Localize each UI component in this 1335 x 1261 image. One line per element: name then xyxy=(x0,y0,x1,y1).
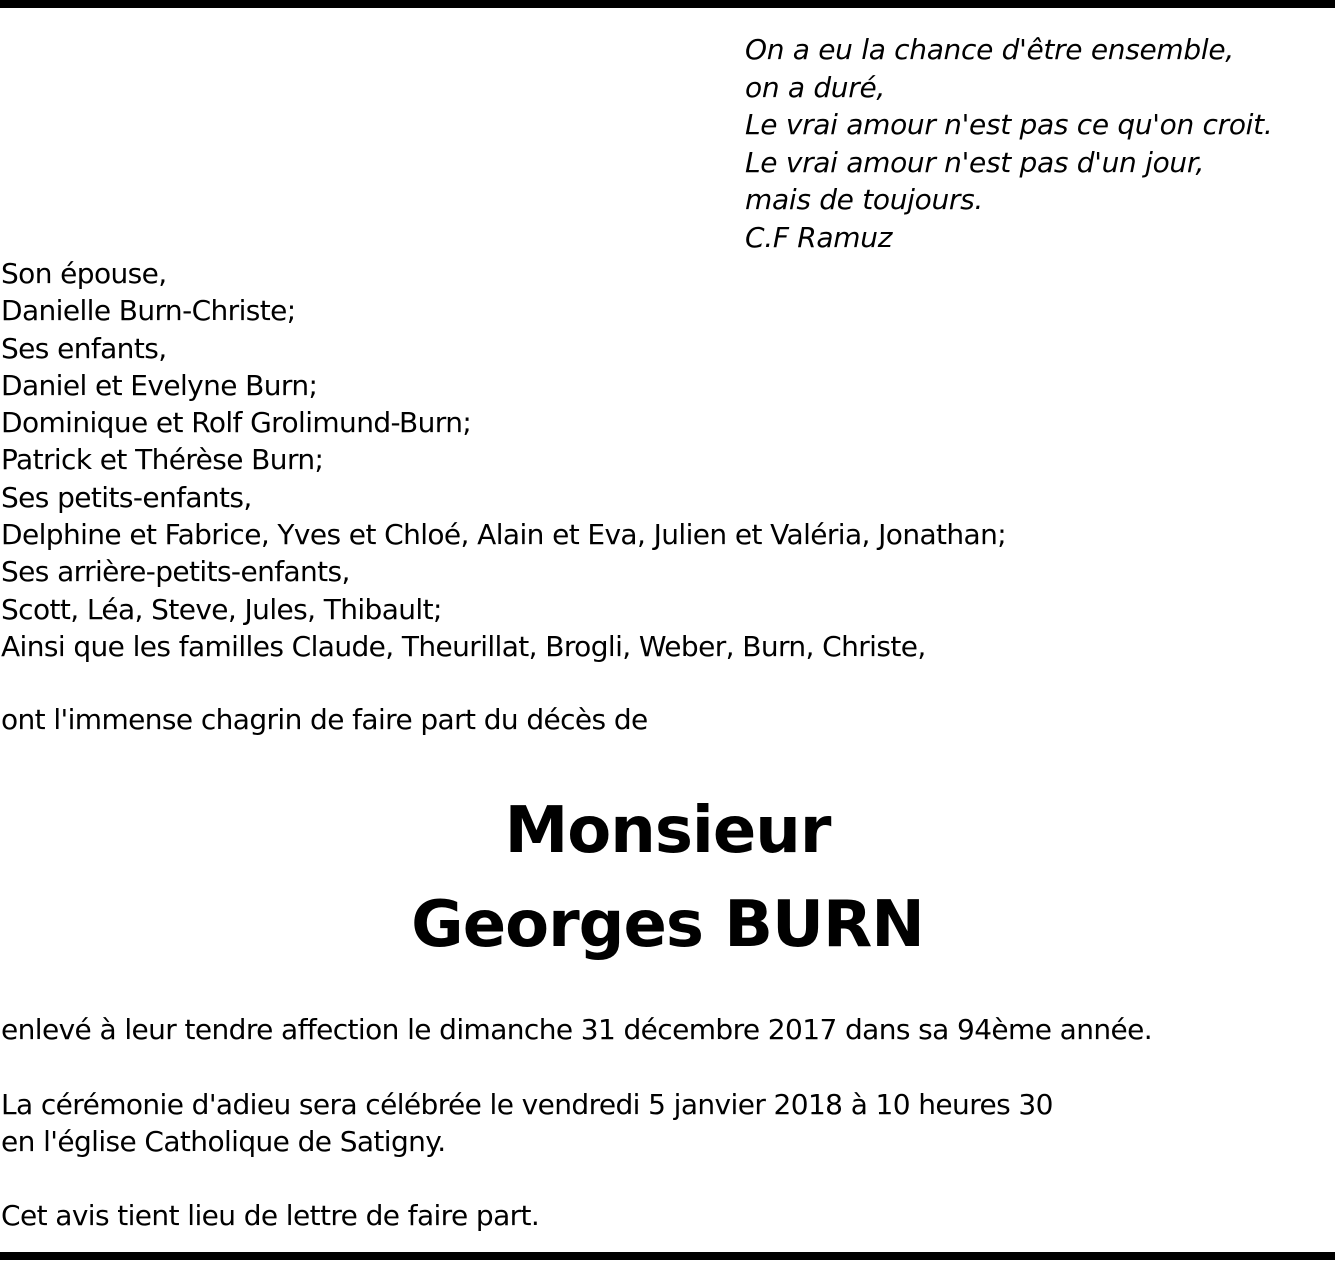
bottom-border-rule xyxy=(0,1252,1335,1260)
poem-line: On a eu la chance d'être ensemble, xyxy=(745,33,1234,66)
closing-text: Cet avis tient lieu de lettre de faire part. xyxy=(1,1199,540,1232)
family-line: Scott, Léa, Steve, Jules, Thibault; xyxy=(1,592,442,626)
family-line: Ainsi que les familles Claude, Theurillat, Brogli, Weber, Burn, Christe, xyxy=(1,629,926,663)
family-line: Patrick et Thérèse Burn; xyxy=(1,443,324,477)
ceremony-line-1: La cérémonie d'adieu sera célébrée le vendredi 5 janvier 2018 à 10 heures 30 xyxy=(1,1088,1053,1121)
poem-line: on a duré, xyxy=(745,70,885,104)
poem-quote xyxy=(745,31,1272,256)
poem-line: mais de toujours. xyxy=(745,183,984,216)
poem-author: C.F Ramuz xyxy=(745,220,893,254)
deceased-name-block xyxy=(0,784,1335,972)
poem-line: Le vrai amour n'est pas d'un jour, xyxy=(745,145,1205,179)
poem-line: Le vrai amour n'est pas ce qu'on croit. xyxy=(745,108,1273,141)
announcement-text: ont l'immense chagrin de faire part du décès de xyxy=(1,703,648,736)
family-line: Ses enfants, xyxy=(1,331,167,365)
family-line: Delphine et Fabrice, Yves et Chloé, Alain et Eva, Julien et Valéria, Jonathan; xyxy=(1,518,1007,552)
deceased-title: Monsieur xyxy=(504,794,831,868)
family-line: Ses petits-enfants, xyxy=(1,480,252,514)
family-line: Daniel et Evelyne Burn; xyxy=(1,368,318,402)
family-line: Son épouse, xyxy=(1,257,167,290)
deceased-name: Georges BURN xyxy=(411,888,924,962)
death-notice-text: enlevé à leur tendre affection le dimanche 31 décembre 2017 dans sa 94ème année. xyxy=(1,1013,1153,1046)
family-line: Danielle Burn-Christe; xyxy=(1,294,296,328)
top-border-rule xyxy=(0,0,1335,8)
family-line: Dominique et Rolf Grolimund-Burn; xyxy=(1,406,472,440)
family-line: Ses arrière-petits-enfants, xyxy=(1,555,350,589)
ceremony-line-2: en l'église Catholique de Satigny. xyxy=(1,1125,446,1158)
family-list xyxy=(1,255,1006,665)
